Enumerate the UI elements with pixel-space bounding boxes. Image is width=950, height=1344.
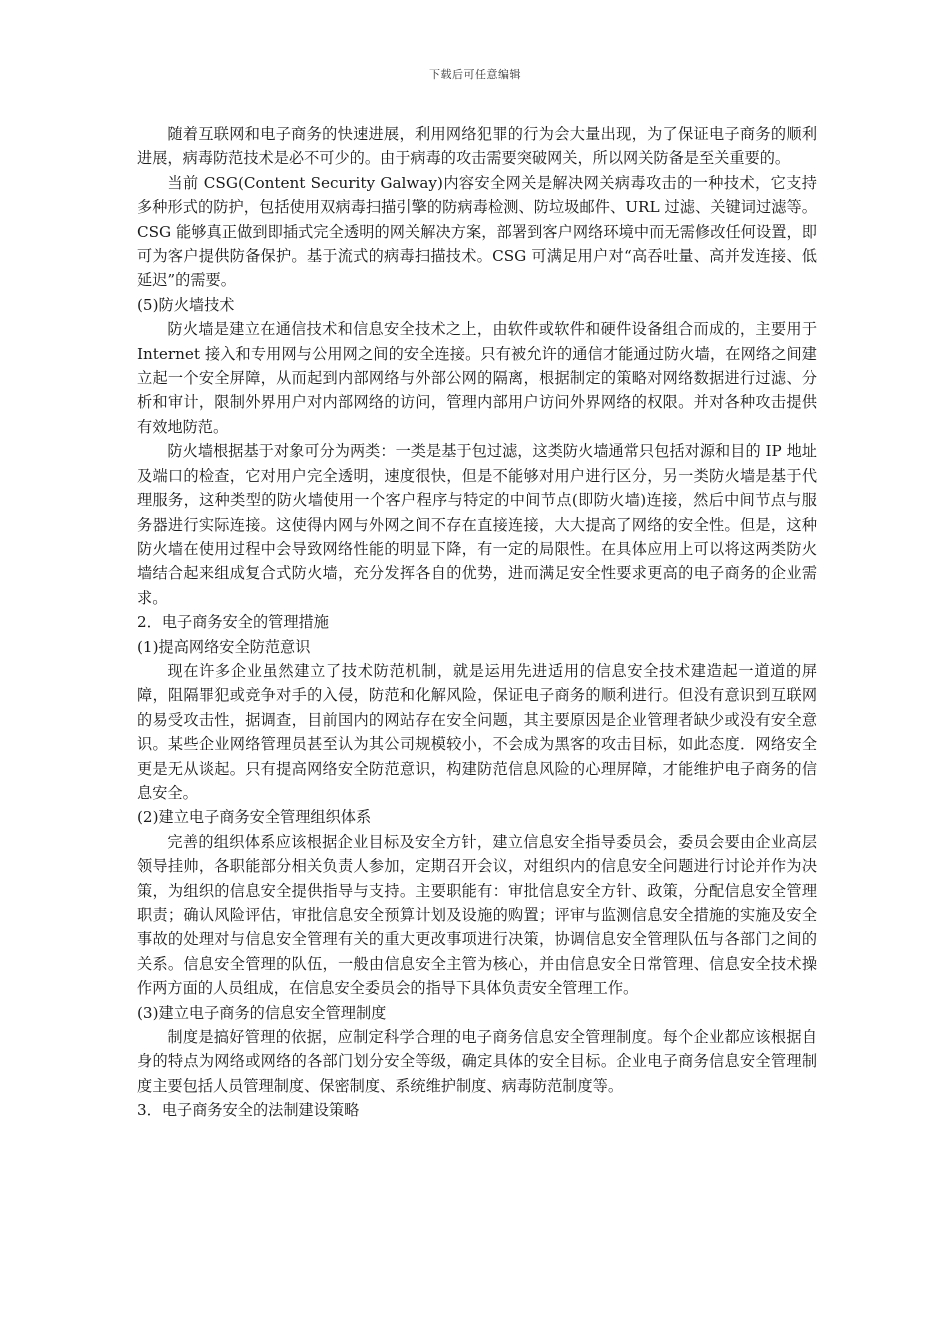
paragraph-organization-system: 完善的组织体系应该根据企业目标及安全方针，建立信息安全指导委员会，委员会要由企业高层领导挂帅，各职能部分相关负责人参加，定期召开会议，对组织内的信息安全问题进行讨论并作为决策，为组织的信息安全提供指导与支持。主要职能有：审批信息安全方针、政策，分配信息安全管理职责；确认风险评估，审批信息安全预算计划及设施的购置；评审与监测信息安全措施的实施及安全事故的处理对与信息安全管理有关的重大更改事项进行决策，协调信息安全管理队伍与各部门之间的关系。信息安全管理的队伍，一般由信息安全主管为核心，并由信息安全日常管理、信息安全技术操作两方面的人员组成，在信息安全委员会的指导下具体负责安全管理工作。 [137,832,817,998]
heading-management-measures: 2．电子商务安全的管理措施 [137,613,329,632]
heading-firewall-technology: (5)防火墙技术 [137,295,235,314]
heading-legal-strategy: 3．电子商务安全的法制建设策略 [137,1101,360,1120]
document-body [137,122,817,1123]
page-header: 下载后可任意编辑 [429,68,521,81]
heading-organization-system: (2)建立电子商务安全管理组织体系 [137,808,372,827]
heading-management-rules: (3)建立电子商务的信息安全管理制度 [137,1003,387,1022]
paragraph-csg-gateway: 当前 CSG(Content Security Galway)内容安全网关是解决网关病毒攻击的一种技术，它支持多种形式的防护，包括使用双病毒扫描引擎的防病毒检测、防垃圾邮件、URL 过滤、关键词过滤等。CSG 能够真正做到即插式完全透明的网关解决方案，部署到客户网络环境中而无需修改任何设置，即可为客户提供防备保护。基于流式的病毒扫描技术。CSG 可满足用户对“高吞吐量、高并发连接、低延迟”的需要。 [137,173,817,290]
paragraph-management-rules: 制度是搞好管理的依据，应制定科学合理的电子商务信息安全管理制度。每个企业都应该根据自身的特点为网络或网络的各部门划分安全等级，确定具体的安全目标。企业电子商务信息安全管理制度主要包括人员管理制度、保密制度、系统维护制度、病毒防范制度等。 [137,1028,817,1095]
paragraph-firewall-definition: 防火墙是建立在通信技术和信息安全技术之上，由软件或软件和硬件设备组合而成的，主要用于 Internet 接入和专用网与公用网之间的安全连接。只有被允许的通信才能通过防火墙，在网络之间建立起一个安全屏障，从而起到内部网络与外部公网的隔离，根据制定的策略对网络数据进行过滤、分析和审计，限制外界用户对内部网络的访问，管理内部用户访问外界网络的权限。并对各种攻击提供有效地防范。 [137,320,817,436]
paragraph-firewall-types: 防火墙根据基于对象可分为两类：一类是基于包过滤，这类防火墙通常只包括对源和目的 IP 地址及端口的检查，它对用户完全透明，速度很快，但是不能够对用户进行区分，另一类防火墙是基于代理服务，这种类型的防火墙使用一个客户程序与特定的中间节点(即防火墙)连接，然后中间节点与服务器进行实际连接。这使得内网与外网之间不存在直接连接，大大提高了网络的安全性。但是，这种防火墙在使用过程中会导致网络性能的明显下降，有一定的局限性。在具体应用上可以将这两类防火墙结合起来组成复合式防火墙，充分发挥各自的优势，进而满足安全性要求更高的电子商务的企业需求。 [137,442,817,607]
paragraph-virus-prevention: 随着互联网和电子商务的快速进展，利用网络犯罪的行为会大量出现，为了保证电子商务的顺利进展，病毒防范技术是必不可少的。由于病毒的攻击需要突破网关，所以网关防备是至关重要的。 [137,125,817,168]
heading-security-awareness: (1)提高网络安全防范意识 [137,637,311,656]
paragraph-security-awareness: 现在许多企业虽然建立了技术防范机制，就是运用先进适用的信息安全技术建造起一道道的屏障，阻隔罪犯或竞争对手的入侵，防范和化解风险，保证电子商务的顺利进行。但没有意识到互联网的易受攻击性，据调查，目前国内的网站存在安全问题，其主要原因是企业管理者缺少或没有安全意识。某些企业网络管理员甚至认为其公司规模较小，不会成为黑客的攻击目标，如此态度．网络安全更是无从谈起。只有提高网络安全防范意识，构建防范信息风险的心理屏障，才能维护电子商务的信息安全。 [137,661,817,802]
